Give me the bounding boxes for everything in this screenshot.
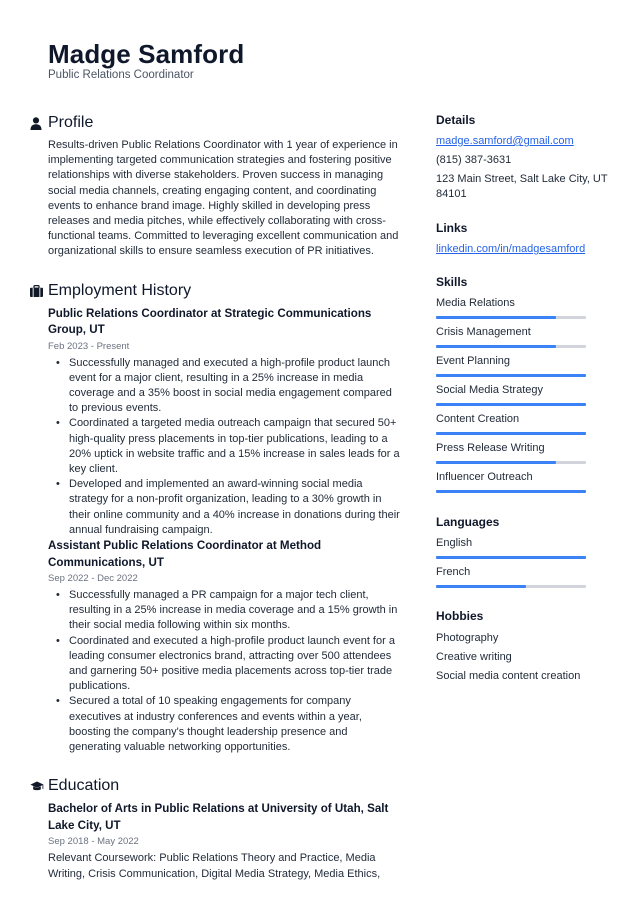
resume-header <box>48 40 244 81</box>
skill-level-fill <box>436 345 556 348</box>
education-entry <box>48 801 402 881</box>
skill-name: Press Release Writing <box>436 442 545 454</box>
coursework: Relevant Coursework: Public Relations Theory and Practice, Media Writing, Crisis Communication, Digital Media Strategy, Media Ethics, <box>48 852 381 880</box>
skill <box>436 383 614 406</box>
skill <box>436 296 614 319</box>
education-section <box>30 775 402 881</box>
language-level-fill <box>436 556 586 559</box>
education-title: Education <box>48 777 120 795</box>
candidate-name: Madge Samford <box>48 39 245 69</box>
skill-level-bar <box>436 316 586 319</box>
linkedin-link[interactable]: linkedin.com/in/madgesamford <box>436 243 586 255</box>
graduation-cap-icon <box>30 781 48 792</box>
skill-level-bar <box>436 432 586 435</box>
skill <box>436 412 614 435</box>
job-bullets <box>48 356 402 538</box>
job-entry <box>48 538 402 755</box>
hobby-item: Social media content creation <box>436 670 581 682</box>
job-bullet: • Successfully managed a PR campaign for a major tech client, resulting in a 25% increase in media coverage and a 15% growth in their social media following within six months. <box>48 588 402 634</box>
address: 123 Main Street, Salt Lake City, UT 84101 <box>436 173 608 200</box>
skill-level-fill <box>436 316 556 319</box>
language-name: English <box>436 537 473 549</box>
candidate-role: Public Relations Coordinator <box>48 69 194 81</box>
skill-level-fill <box>436 490 586 493</box>
skill-level-bar <box>436 374 586 377</box>
skill <box>436 325 614 348</box>
skill <box>436 354 614 377</box>
profile-section <box>30 112 402 260</box>
hobby-item: Photography <box>436 632 499 644</box>
profile-summary: Results-driven Public Relations Coordinator with 1 year of experience in implementing targeted communication strategies and fostering positive relationships with diverse stakeholders. Proven success in managing social media channels, creating engaging content, and coordinating events to enhance brand image. Highly skilled in developing press releases and media pitches, while effectively collaborating with cross-functional teams. Committed to leveraging excellent communication and organizational skills to ensure seamless execution of PR initiatives. <box>48 139 399 258</box>
skill <box>436 470 614 493</box>
skill-level-bar <box>436 345 586 348</box>
hobby-item: Creative writing <box>436 651 512 663</box>
language-level-bar <box>436 556 586 559</box>
skill-name: Content Creation <box>436 413 520 425</box>
degree-title: Bachelor of Arts in Public Relations at University of Utah, Salt Lake City, UT <box>48 802 389 832</box>
employment-section <box>30 280 402 756</box>
job-bullet: • Coordinated a targeted media outreach campaign that secured 50+ high-quality press placements in top-tier publications, leading to a 20% uptick in website traffic and a 15% increase in sales leads for a key client. <box>48 416 402 477</box>
languages-list <box>436 536 614 588</box>
job-dates: Sep 2022 - Dec 2022 <box>48 573 138 585</box>
skill-level-fill <box>436 461 556 464</box>
skill-level-bar <box>436 461 586 464</box>
language-level-bar <box>436 585 586 588</box>
language <box>436 565 614 588</box>
job-bullet: • Secured a total of 10 speaking engagements for company executives at industry conferences and events within a year, boosting the company's thought leadership presence and generating valuable networking opportunities. <box>48 694 402 755</box>
details-title: Details <box>436 113 476 127</box>
education-dates: Sep 2018 - May 2022 <box>48 836 139 848</box>
skill-name: Media Relations <box>436 297 515 309</box>
skill-level-fill <box>436 432 586 435</box>
language-level-fill <box>436 585 526 588</box>
hobbies-title: Hobbies <box>436 609 484 623</box>
skill-name: Crisis Management <box>436 326 531 338</box>
skill-level-bar <box>436 490 586 493</box>
job-title: Public Relations Coordinator at Strategic Communications Group, UT <box>48 306 372 337</box>
links-section <box>436 220 614 257</box>
email-link[interactable]: madge.samford@gmail.com <box>436 135 574 147</box>
profile-heading <box>30 112 402 134</box>
job-bullet: • Developed and implemented an award-winning social media strategy for a non-profit organization, leading to a 30% growth in their online community and a 40% increase in donations during their annual fundraising campaign. <box>48 477 402 538</box>
details-section <box>436 112 614 202</box>
language-name: French <box>436 566 471 578</box>
phone-number: (815) 387-3631 <box>436 154 512 166</box>
skill-name: Event Planning <box>436 355 510 367</box>
skill-level-bar <box>436 403 586 406</box>
skills-section <box>436 274 614 493</box>
job-bullet: • Successfully managed and executed a high-profile product launch event for a major client, resulting in a 25% increase in media coverage and a 35% boost in social media engagement compared to previous events. <box>48 356 402 417</box>
skill-level-fill <box>436 374 586 377</box>
hobbies-list <box>436 629 614 686</box>
languages-title: Languages <box>436 515 500 529</box>
skill-name: Influencer Outreach <box>436 471 533 483</box>
education-list <box>48 801 402 881</box>
person-icon <box>30 117 48 130</box>
job-title: Assistant Public Relations Coordinator at Method Communications, UT <box>48 539 322 569</box>
language <box>436 536 614 559</box>
job-entry <box>48 306 402 538</box>
job-bullet: • Coordinated and executed a high-profile product launch event for a leading consumer electronics brand, attracting over 500 attendees and garnering 50+ positive media placements across top-tier trade publications. <box>48 634 402 695</box>
links-title: Links <box>436 221 468 235</box>
skill-level-fill <box>436 403 586 406</box>
skills-title: Skills <box>436 275 468 289</box>
employment-heading <box>30 280 402 302</box>
sidebar-column <box>436 112 614 686</box>
hobbies-section <box>436 608 614 686</box>
job-bullets <box>48 588 402 755</box>
skill-name: Social Media Strategy <box>436 384 543 396</box>
briefcase-icon <box>30 285 48 297</box>
job-dates: Feb 2023 - Present <box>48 340 130 352</box>
job-list <box>48 306 402 756</box>
employment-title: Employment History <box>48 281 192 299</box>
skill <box>436 441 614 464</box>
main-column <box>30 112 402 882</box>
profile-title: Profile <box>48 114 94 131</box>
education-heading <box>30 775 402 797</box>
skills-list <box>436 296 614 493</box>
languages-section <box>436 514 614 588</box>
